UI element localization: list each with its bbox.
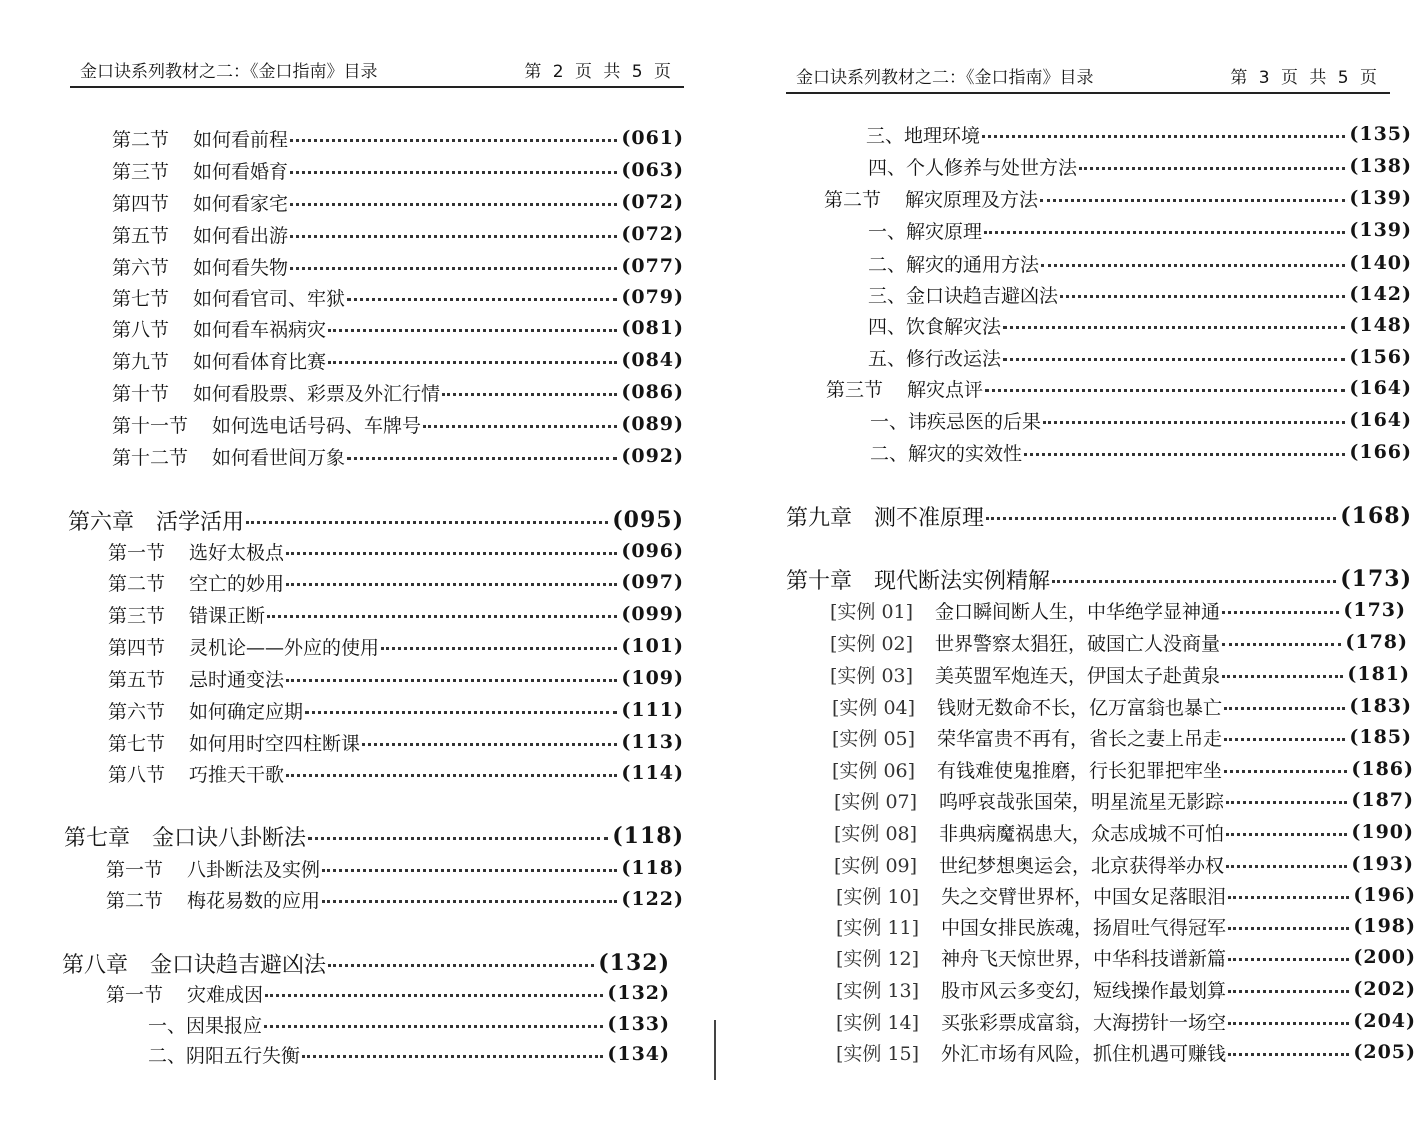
dot-leader xyxy=(290,139,617,142)
toc-example[interactable] xyxy=(834,849,1414,879)
toc-page: (111) xyxy=(621,699,684,721)
toc-entry[interactable] xyxy=(870,437,1412,467)
dot-leader xyxy=(1052,580,1336,583)
toc-entry[interactable] xyxy=(112,345,684,375)
toc-label: 第六节 xyxy=(112,256,170,279)
toc-entry[interactable] xyxy=(148,1009,670,1039)
toc-page: (132) xyxy=(607,982,670,1004)
dot-leader xyxy=(1024,453,1345,456)
toc-page: (186) xyxy=(1351,758,1414,780)
dot-leader xyxy=(381,647,617,650)
toc-title: 世纪梦想奥运会，北京获得举办权 xyxy=(939,854,1225,877)
example-label: [实例 07] xyxy=(834,790,918,813)
toc-example[interactable] xyxy=(830,627,1408,657)
toc-title: 三、地理环境 xyxy=(866,124,981,147)
dot-leader xyxy=(362,743,617,746)
dot-leader xyxy=(286,583,617,586)
dot-leader xyxy=(246,521,608,524)
toc-title: 如何选电话号码、车牌号 xyxy=(212,414,422,437)
toc-page: (204) xyxy=(1353,1010,1416,1032)
toc-entry[interactable] xyxy=(868,215,1412,245)
toc-label: 第五节 xyxy=(108,668,166,691)
toc-title: 错课正断 xyxy=(189,604,266,627)
toc-title: 外汇市场有风险，抓住机遇可赚钱 xyxy=(941,1042,1227,1065)
toc-title: 一、因果报应 xyxy=(148,1014,263,1037)
toc-example[interactable] xyxy=(830,659,1410,689)
dot-leader xyxy=(305,711,617,714)
toc-page: (072) xyxy=(621,191,684,213)
dot-leader xyxy=(1226,865,1347,868)
toc-title: 二、阴阳五行失衡 xyxy=(148,1044,301,1067)
toc-page: (178) xyxy=(1345,631,1408,653)
dot-leader xyxy=(984,231,1345,234)
toc-title: 如何看婚育 xyxy=(193,160,289,183)
toc-title: 空亡的妙用 xyxy=(189,572,285,595)
toc-title: 一、讳疾忌医的后果 xyxy=(870,410,1042,433)
toc-label: 第八节 xyxy=(108,763,166,786)
toc-entry[interactable] xyxy=(824,183,1412,213)
chapter-label: 第七章 xyxy=(64,825,131,851)
toc-page: (196) xyxy=(1353,884,1416,906)
toc-entry[interactable] xyxy=(868,248,1412,278)
dot-leader xyxy=(1228,896,1349,899)
toc-title: 如何看股票、彩票及外汇行情 xyxy=(193,382,441,405)
toc-title: 一、解灾原理 xyxy=(868,220,983,243)
toc-page: (198) xyxy=(1353,915,1416,937)
example-label: [实例 02] xyxy=(830,632,914,655)
toc-label: 第一节 xyxy=(106,983,164,1006)
toc-entry[interactable] xyxy=(108,599,684,629)
toc-page: (079) xyxy=(621,286,684,308)
dot-leader xyxy=(1226,801,1347,804)
example-label: [实例 08] xyxy=(834,822,918,845)
toc-page: (173) xyxy=(1343,599,1406,621)
toc-chapter[interactable] xyxy=(786,501,1412,531)
toc-entry[interactable] xyxy=(868,310,1412,340)
toc-title: 如何看失物 xyxy=(193,256,289,279)
toc-page: (205) xyxy=(1353,1041,1416,1063)
toc-title: 中国女排民族魂，扬眉吐气得冠军 xyxy=(941,916,1227,939)
toc-page: (132) xyxy=(598,950,670,976)
right-page xyxy=(722,0,1428,1129)
toc-entry[interactable] xyxy=(106,978,670,1008)
toc-page: (077) xyxy=(621,255,684,277)
dot-leader xyxy=(328,361,617,364)
toc-title: 股市风云多变幻，短线操作最划算 xyxy=(941,979,1227,1002)
toc-label: 第三节 xyxy=(826,378,884,401)
toc-page: (183) xyxy=(1349,695,1412,717)
dot-leader xyxy=(1041,264,1345,267)
toc-entry[interactable] xyxy=(112,409,684,439)
toc-title: 失之交臂世界杯，中国女足落眼泪 xyxy=(941,885,1227,908)
toc-example[interactable] xyxy=(836,880,1416,910)
toc-label: 第五节 xyxy=(112,224,170,247)
example-label: [实例 09] xyxy=(834,854,918,877)
toc-title: 金口瞬间断人生，中华绝学显神通 xyxy=(935,600,1221,623)
toc-page: (096) xyxy=(621,540,684,562)
example-label: [实例 05] xyxy=(832,727,916,750)
toc-entry[interactable] xyxy=(106,884,684,914)
toc-chapter[interactable] xyxy=(786,564,1412,594)
toc-page: (200) xyxy=(1353,946,1416,968)
toc-label: 第七节 xyxy=(108,732,166,755)
toc-page: (164) xyxy=(1349,377,1412,399)
toc-title: 有钱难使鬼推磨，行长犯罪把牢坐 xyxy=(937,759,1223,782)
toc-title: 巧推天干歌 xyxy=(189,763,285,786)
toc-page: (140) xyxy=(1349,252,1412,274)
toc-page: (133) xyxy=(607,1013,670,1035)
toc-entry[interactable] xyxy=(108,631,684,661)
dot-leader xyxy=(1043,421,1345,424)
toc-label: 第七节 xyxy=(112,287,170,310)
left-page xyxy=(0,0,712,1129)
dot-leader xyxy=(286,552,617,555)
dot-leader xyxy=(308,837,608,840)
dot-leader xyxy=(1222,675,1343,678)
toc-page: (187) xyxy=(1351,789,1414,811)
dot-leader xyxy=(1222,611,1339,614)
toc-example[interactable] xyxy=(830,595,1406,625)
toc-entry[interactable] xyxy=(868,279,1412,309)
toc-example[interactable] xyxy=(834,785,1414,815)
toc-label: 第十一节 xyxy=(112,414,189,437)
dot-leader xyxy=(986,517,1336,520)
example-label: [实例 14] xyxy=(836,1011,920,1034)
header-title: 金口诀系列教材之二：《金口指南》目录 xyxy=(796,68,1094,88)
dot-leader xyxy=(347,457,617,460)
example-label: [实例 15] xyxy=(836,1042,920,1065)
dot-leader xyxy=(264,1025,603,1028)
toc-title: 如何看体育比赛 xyxy=(193,350,327,373)
toc-title: 荣华富贵不再有，省长之妻上吊走 xyxy=(937,727,1223,750)
example-label: [实例 10] xyxy=(836,885,920,908)
example-label: [实例 13] xyxy=(836,979,920,1002)
toc-entry[interactable] xyxy=(112,123,684,153)
dot-leader xyxy=(1003,358,1345,361)
toc-page: (084) xyxy=(621,349,684,371)
toc-page: (118) xyxy=(621,857,684,879)
toc-page: (092) xyxy=(621,445,684,467)
toc-title: 梅花易数的应用 xyxy=(187,889,321,912)
chapter-title: 测不准原理 xyxy=(874,505,985,531)
toc-page: (202) xyxy=(1353,978,1416,1000)
toc-page: (099) xyxy=(621,603,684,625)
toc-label: 第十二节 xyxy=(112,446,189,469)
dot-leader xyxy=(290,203,617,206)
dot-leader xyxy=(267,615,617,618)
toc-example[interactable] xyxy=(836,911,1416,941)
toc-entry[interactable] xyxy=(868,151,1412,181)
toc-label: 第二节 xyxy=(824,188,882,211)
toc-title: 如何看世间万象 xyxy=(212,446,346,469)
dot-leader xyxy=(1224,738,1345,741)
example-label: [实例 03] xyxy=(830,664,914,687)
toc-page: (097) xyxy=(621,571,684,593)
toc-title: 如何看官司、牢狱 xyxy=(193,287,346,310)
example-label: [实例 01] xyxy=(830,600,914,623)
header-title: 金口诀系列教材之二：《金口指南》目录 xyxy=(80,62,378,82)
toc-entry[interactable] xyxy=(108,695,684,725)
toc-page: (173) xyxy=(1340,566,1412,592)
chapter-label: 第九章 xyxy=(786,505,853,531)
toc-title: 如何看车祸病灾 xyxy=(193,318,327,341)
toc-title: 三、金口诀趋吉避凶法 xyxy=(868,284,1059,307)
toc-title: 如何确定应期 xyxy=(189,700,304,723)
toc-title: 买张彩票成富翁，大海捞针一场空 xyxy=(941,1011,1227,1034)
toc-page: (193) xyxy=(1351,853,1414,875)
toc-page: (168) xyxy=(1340,503,1412,529)
dot-leader xyxy=(1228,1053,1349,1056)
page-number: 第 2 页 共 5 页 xyxy=(524,62,674,82)
toc-page: (181) xyxy=(1347,663,1410,685)
toc-page: (095) xyxy=(612,507,684,533)
toc-entry[interactable] xyxy=(108,567,684,597)
toc-title: 如何用时空四柱断课 xyxy=(189,732,361,755)
toc-title: 二、解灾的实效性 xyxy=(870,442,1023,465)
toc-title: 四、饮食解灾法 xyxy=(868,315,1002,338)
toc-label: 第六节 xyxy=(108,700,166,723)
page-divider xyxy=(714,1020,716,1080)
toc-page: (166) xyxy=(1349,441,1412,463)
toc-title: 神舟飞天惊世界，中华科技谱新篇 xyxy=(941,947,1227,970)
toc-label: 第四节 xyxy=(108,636,166,659)
toc-entry[interactable] xyxy=(868,342,1412,372)
page-header xyxy=(786,64,1390,94)
toc-label: 第三节 xyxy=(112,160,170,183)
page-header xyxy=(70,58,684,88)
toc-page: (113) xyxy=(621,731,684,753)
toc-page: (063) xyxy=(621,159,684,181)
toc-label: 第九节 xyxy=(112,350,170,373)
toc-page: (139) xyxy=(1349,187,1412,209)
toc-page: (089) xyxy=(621,413,684,435)
toc-page: (135) xyxy=(1349,123,1412,145)
toc-page: (101) xyxy=(621,635,684,657)
toc-example[interactable] xyxy=(832,754,1414,784)
toc-entry[interactable] xyxy=(870,405,1412,435)
toc-entry[interactable] xyxy=(112,282,684,312)
toc-label: 第三节 xyxy=(108,604,166,627)
dot-leader xyxy=(328,329,617,332)
toc-entry[interactable] xyxy=(112,187,684,217)
toc-page: (190) xyxy=(1351,821,1414,843)
dot-leader xyxy=(423,425,617,428)
toc-page: (139) xyxy=(1349,219,1412,241)
toc-title: 世界警察太猖狂，破国亡人没商量 xyxy=(935,632,1221,655)
chapter-title: 活学活用 xyxy=(156,509,245,535)
toc-title: 四、个人修养与处世方法 xyxy=(868,156,1078,179)
dot-leader xyxy=(982,135,1345,138)
chapter-label: 第六章 xyxy=(68,509,135,535)
toc-page: (134) xyxy=(607,1043,670,1065)
dot-leader xyxy=(322,900,617,903)
dot-leader xyxy=(1003,326,1345,329)
dot-leader xyxy=(1224,707,1345,710)
chapter-title: 金口诀趋吉避凶法 xyxy=(150,952,327,978)
toc-page: (086) xyxy=(621,381,684,403)
dot-leader xyxy=(1222,643,1341,646)
toc-entry[interactable] xyxy=(866,119,1412,149)
toc-title: 选好太极点 xyxy=(189,541,285,564)
chapter-title: 金口诀八卦断法 xyxy=(152,825,307,851)
toc-label: 第二节 xyxy=(106,889,164,912)
toc-chapter[interactable] xyxy=(68,505,684,535)
example-label: [实例 04] xyxy=(832,696,916,719)
toc-label: 第二节 xyxy=(112,128,170,151)
toc-title: 解灾点评 xyxy=(907,378,984,401)
dot-leader xyxy=(302,1055,603,1058)
dot-leader xyxy=(1079,167,1345,170)
toc-title: 二、解灾的通用方法 xyxy=(868,253,1040,276)
toc-title: 非典病魔祸患大，众志成城不可怕 xyxy=(939,822,1225,845)
toc-page: (114) xyxy=(621,762,684,784)
toc-title: 灾难成因 xyxy=(187,983,264,1006)
toc-page: (156) xyxy=(1349,346,1412,368)
example-label: [实例 12] xyxy=(836,947,920,970)
example-label: [实例 11] xyxy=(836,916,920,939)
toc-label: 第四节 xyxy=(112,192,170,215)
toc-page: (109) xyxy=(621,667,684,689)
toc-page: (081) xyxy=(621,317,684,339)
dot-leader xyxy=(290,171,617,174)
dot-leader xyxy=(1226,833,1347,836)
toc-page: (148) xyxy=(1349,314,1412,336)
dot-leader xyxy=(1040,199,1345,202)
toc-title: 如何看前程 xyxy=(193,128,289,151)
toc-entry[interactable] xyxy=(108,536,684,566)
toc-entry[interactable] xyxy=(108,758,684,788)
dot-leader xyxy=(1060,295,1345,298)
toc-example[interactable] xyxy=(834,817,1414,847)
toc-label: 第一节 xyxy=(106,858,164,881)
toc-entry[interactable] xyxy=(112,441,684,471)
toc-page: (122) xyxy=(621,888,684,910)
dot-leader xyxy=(347,298,617,301)
toc-label: 第十节 xyxy=(112,382,170,405)
dot-leader xyxy=(290,235,617,238)
toc-page: (164) xyxy=(1349,409,1412,431)
chapter-label: 第十章 xyxy=(786,568,853,594)
toc-entry[interactable] xyxy=(106,853,684,883)
dot-leader xyxy=(1228,1022,1349,1025)
chapter-title: 现代断法实例精解 xyxy=(874,568,1051,594)
dot-leader xyxy=(1224,770,1347,773)
dot-leader xyxy=(328,964,594,967)
toc-example[interactable] xyxy=(836,1037,1416,1067)
page-number: 第 3 页 共 5 页 xyxy=(1230,68,1380,88)
toc-page: (118) xyxy=(612,823,684,849)
toc-entry[interactable] xyxy=(112,251,684,281)
dot-leader xyxy=(1228,927,1349,930)
toc-page: (061) xyxy=(621,127,684,149)
toc-page: (138) xyxy=(1349,155,1412,177)
dot-leader xyxy=(442,393,617,396)
toc-title: 如何看家宅 xyxy=(193,192,289,215)
toc-entry[interactable] xyxy=(112,155,684,185)
toc-example[interactable] xyxy=(832,722,1412,752)
toc-title: 五、修行改运法 xyxy=(868,347,1002,370)
toc-example[interactable] xyxy=(832,691,1412,721)
toc-example[interactable] xyxy=(836,1006,1416,1036)
dot-leader xyxy=(286,774,617,777)
toc-label: 第二节 xyxy=(108,572,166,595)
dot-leader xyxy=(290,267,617,270)
toc-label: 第一节 xyxy=(108,541,166,564)
dot-leader xyxy=(322,869,617,872)
toc-entry[interactable] xyxy=(108,727,684,757)
toc-page: (185) xyxy=(1349,726,1412,748)
toc-title: 如何看出游 xyxy=(193,224,289,247)
toc-title: 钱财无数命不长，亿万富翁也暴亡 xyxy=(937,696,1223,719)
dot-leader xyxy=(286,679,617,682)
toc-chapter[interactable] xyxy=(64,821,684,851)
chapter-label: 第八章 xyxy=(62,952,129,978)
toc-title: 忌时通变法 xyxy=(189,668,285,691)
toc-chapter[interactable] xyxy=(62,948,670,978)
toc-title: 解灾原理及方法 xyxy=(905,188,1039,211)
toc-title: 八卦断法及实例 xyxy=(187,858,321,881)
toc-entry[interactable] xyxy=(148,1039,670,1069)
toc-page: (142) xyxy=(1349,283,1412,305)
dot-leader xyxy=(265,994,603,997)
dot-leader xyxy=(1228,990,1349,993)
toc-title: 灵机论——外应的使用 xyxy=(189,636,380,659)
toc-page: (072) xyxy=(621,223,684,245)
toc-entry[interactable] xyxy=(826,373,1412,403)
dot-leader xyxy=(985,389,1345,392)
toc-title: 呜呼哀哉张国荣，明星流星无影踪 xyxy=(939,790,1225,813)
toc-example[interactable] xyxy=(836,974,1416,1004)
toc-entry[interactable] xyxy=(108,663,684,693)
toc-title: 美英盟军炮连天，伊国太子赴黄泉 xyxy=(935,664,1221,687)
toc-example[interactable] xyxy=(836,942,1416,972)
toc-entry[interactable] xyxy=(112,377,684,407)
dot-leader xyxy=(1228,958,1349,961)
toc-label: 第八节 xyxy=(112,318,170,341)
example-label: [实例 06] xyxy=(832,759,916,782)
toc-entry[interactable] xyxy=(112,313,684,343)
toc-entry[interactable] xyxy=(112,219,684,249)
